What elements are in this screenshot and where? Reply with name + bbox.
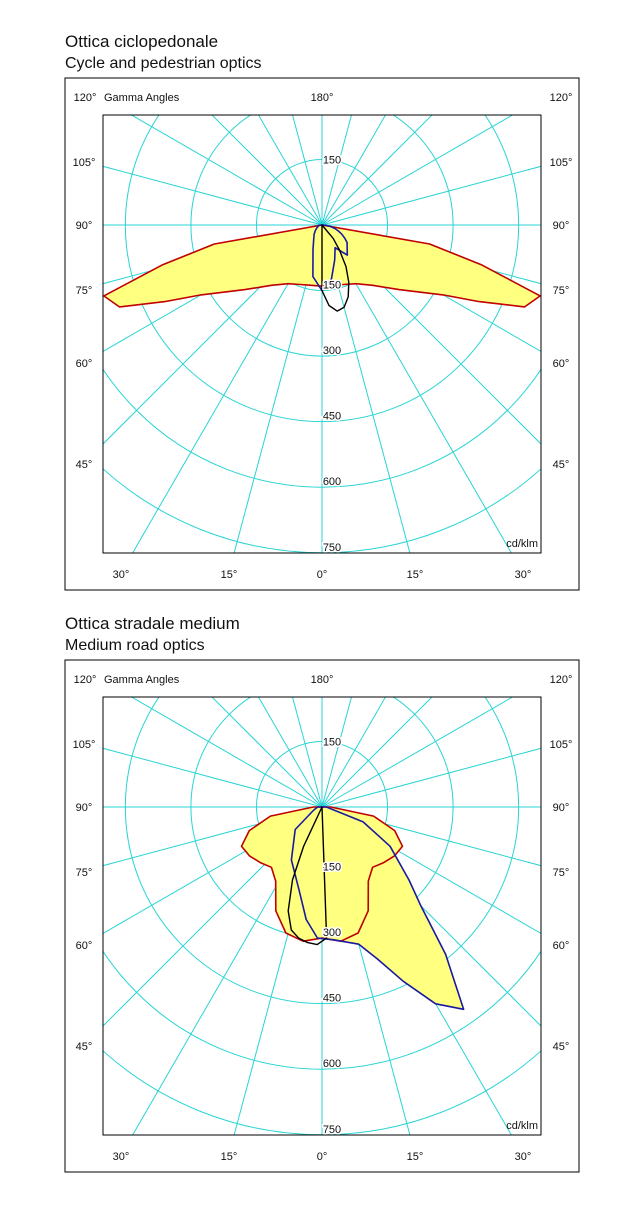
grid-spoke (11, 0, 322, 225)
grid-spoke (0, 0, 322, 225)
grid-spoke (322, 0, 640, 225)
plot-area (0, 0, 640, 600)
angle-label-bottom: 15° (406, 1151, 424, 1163)
angle-label-right: 105° (549, 157, 573, 169)
angle-label-bottom: 15° (220, 569, 238, 581)
grid-spoke (322, 582, 640, 807)
angle-label-left: 105° (72, 739, 96, 751)
radial-tick-label: 150 (322, 279, 342, 292)
angle-label-bottom: 15° (220, 1151, 238, 1163)
angle-label-right: 105° (549, 739, 573, 751)
gamma-angles-label: Gamma Angles (104, 674, 180, 686)
angle-label-right: 75° (552, 867, 570, 879)
chart-section-cycle (0, 0, 640, 600)
angle-label-bottom: 0° (316, 569, 328, 581)
radial-tick-label: 150 (322, 154, 342, 167)
chart-subtitle: Medium road optics (65, 637, 205, 654)
radial-tick-label: 300 (322, 927, 342, 940)
radial-tick-label: 300 (322, 345, 342, 358)
angle-label-bottom: 30° (112, 569, 130, 581)
grid-spoke (322, 0, 640, 225)
angle-label-left: 120° (73, 92, 97, 104)
unit-label: cd/klm (506, 1120, 538, 1132)
radial-tick-label: 450 (322, 410, 342, 423)
angle-label-right: 60° (552, 940, 570, 952)
grid-spoke (11, 582, 322, 807)
radial-tick-label: 750 (322, 1123, 342, 1136)
angle-label-left: 75° (75, 867, 93, 879)
angle-label-right: 60° (552, 358, 570, 370)
grid-spoke (0, 0, 322, 225)
angle-label-top: 180° (310, 674, 334, 686)
grid-spoke (0, 582, 322, 807)
angle-label-left: 90° (75, 802, 93, 814)
angle-label-left: 45° (75, 1041, 93, 1053)
angle-label-bottom: 0° (316, 1151, 328, 1163)
chart-title: Ottica ciclopedonale (65, 32, 219, 51)
grid-spoke (0, 582, 322, 807)
grid-spoke (322, 582, 633, 807)
chart-title: Ottica stradale medium (65, 614, 240, 633)
angle-label-left: 120° (73, 674, 97, 686)
grid-spoke (0, 582, 322, 807)
radial-tick-label: 750 (322, 541, 342, 554)
angle-label-right: 90° (552, 802, 570, 814)
grid-spoke (322, 582, 640, 807)
angle-label-left: 75° (75, 285, 93, 297)
radial-tick-label: 150 (322, 861, 342, 874)
angle-label-right: 45° (552, 1041, 570, 1053)
grid-spoke (322, 582, 640, 807)
series-fill-longitudinal (291, 807, 463, 1009)
angle-label-right: 120° (549, 92, 573, 104)
radial-tick-label: 600 (322, 1058, 342, 1071)
angle-label-bottom: 30° (514, 1151, 532, 1163)
grid-spoke (322, 0, 640, 225)
radial-tick-label: 150 (322, 736, 342, 749)
radial-tick-label: 600 (322, 476, 342, 489)
angle-label-top: 180° (310, 92, 334, 104)
polar-chart-cycle-pedestrian (0, 0, 640, 600)
plot-area (0, 582, 640, 1182)
angle-label-left: 60° (75, 940, 93, 952)
grid-spoke (0, 0, 322, 225)
chart-section-road (0, 582, 640, 1182)
grid-spoke (322, 0, 633, 225)
polar-chart-medium-road (0, 582, 640, 1182)
grid-spoke (322, 0, 640, 225)
unit-label: cd/klm (506, 538, 538, 550)
angle-label-bottom: 30° (514, 569, 532, 581)
angle-label-right: 90° (552, 220, 570, 232)
angle-label-bottom: 30° (112, 1151, 130, 1163)
gamma-angles-label: Gamma Angles (104, 92, 180, 104)
radial-tick-label: 450 (322, 992, 342, 1005)
angle-label-left: 105° (72, 157, 96, 169)
grid-spoke (0, 582, 322, 807)
angle-label-bottom: 15° (406, 569, 424, 581)
angle-label-left: 45° (75, 459, 93, 471)
grid-spoke (0, 0, 322, 225)
angle-label-left: 90° (75, 220, 93, 232)
angle-label-right: 45° (552, 459, 570, 471)
angle-label-left: 60° (75, 358, 93, 370)
angle-label-right: 120° (549, 674, 573, 686)
grid-spoke (322, 582, 640, 807)
chart-subtitle: Cycle and pedestrian optics (65, 55, 262, 72)
angle-label-right: 75° (552, 285, 570, 297)
